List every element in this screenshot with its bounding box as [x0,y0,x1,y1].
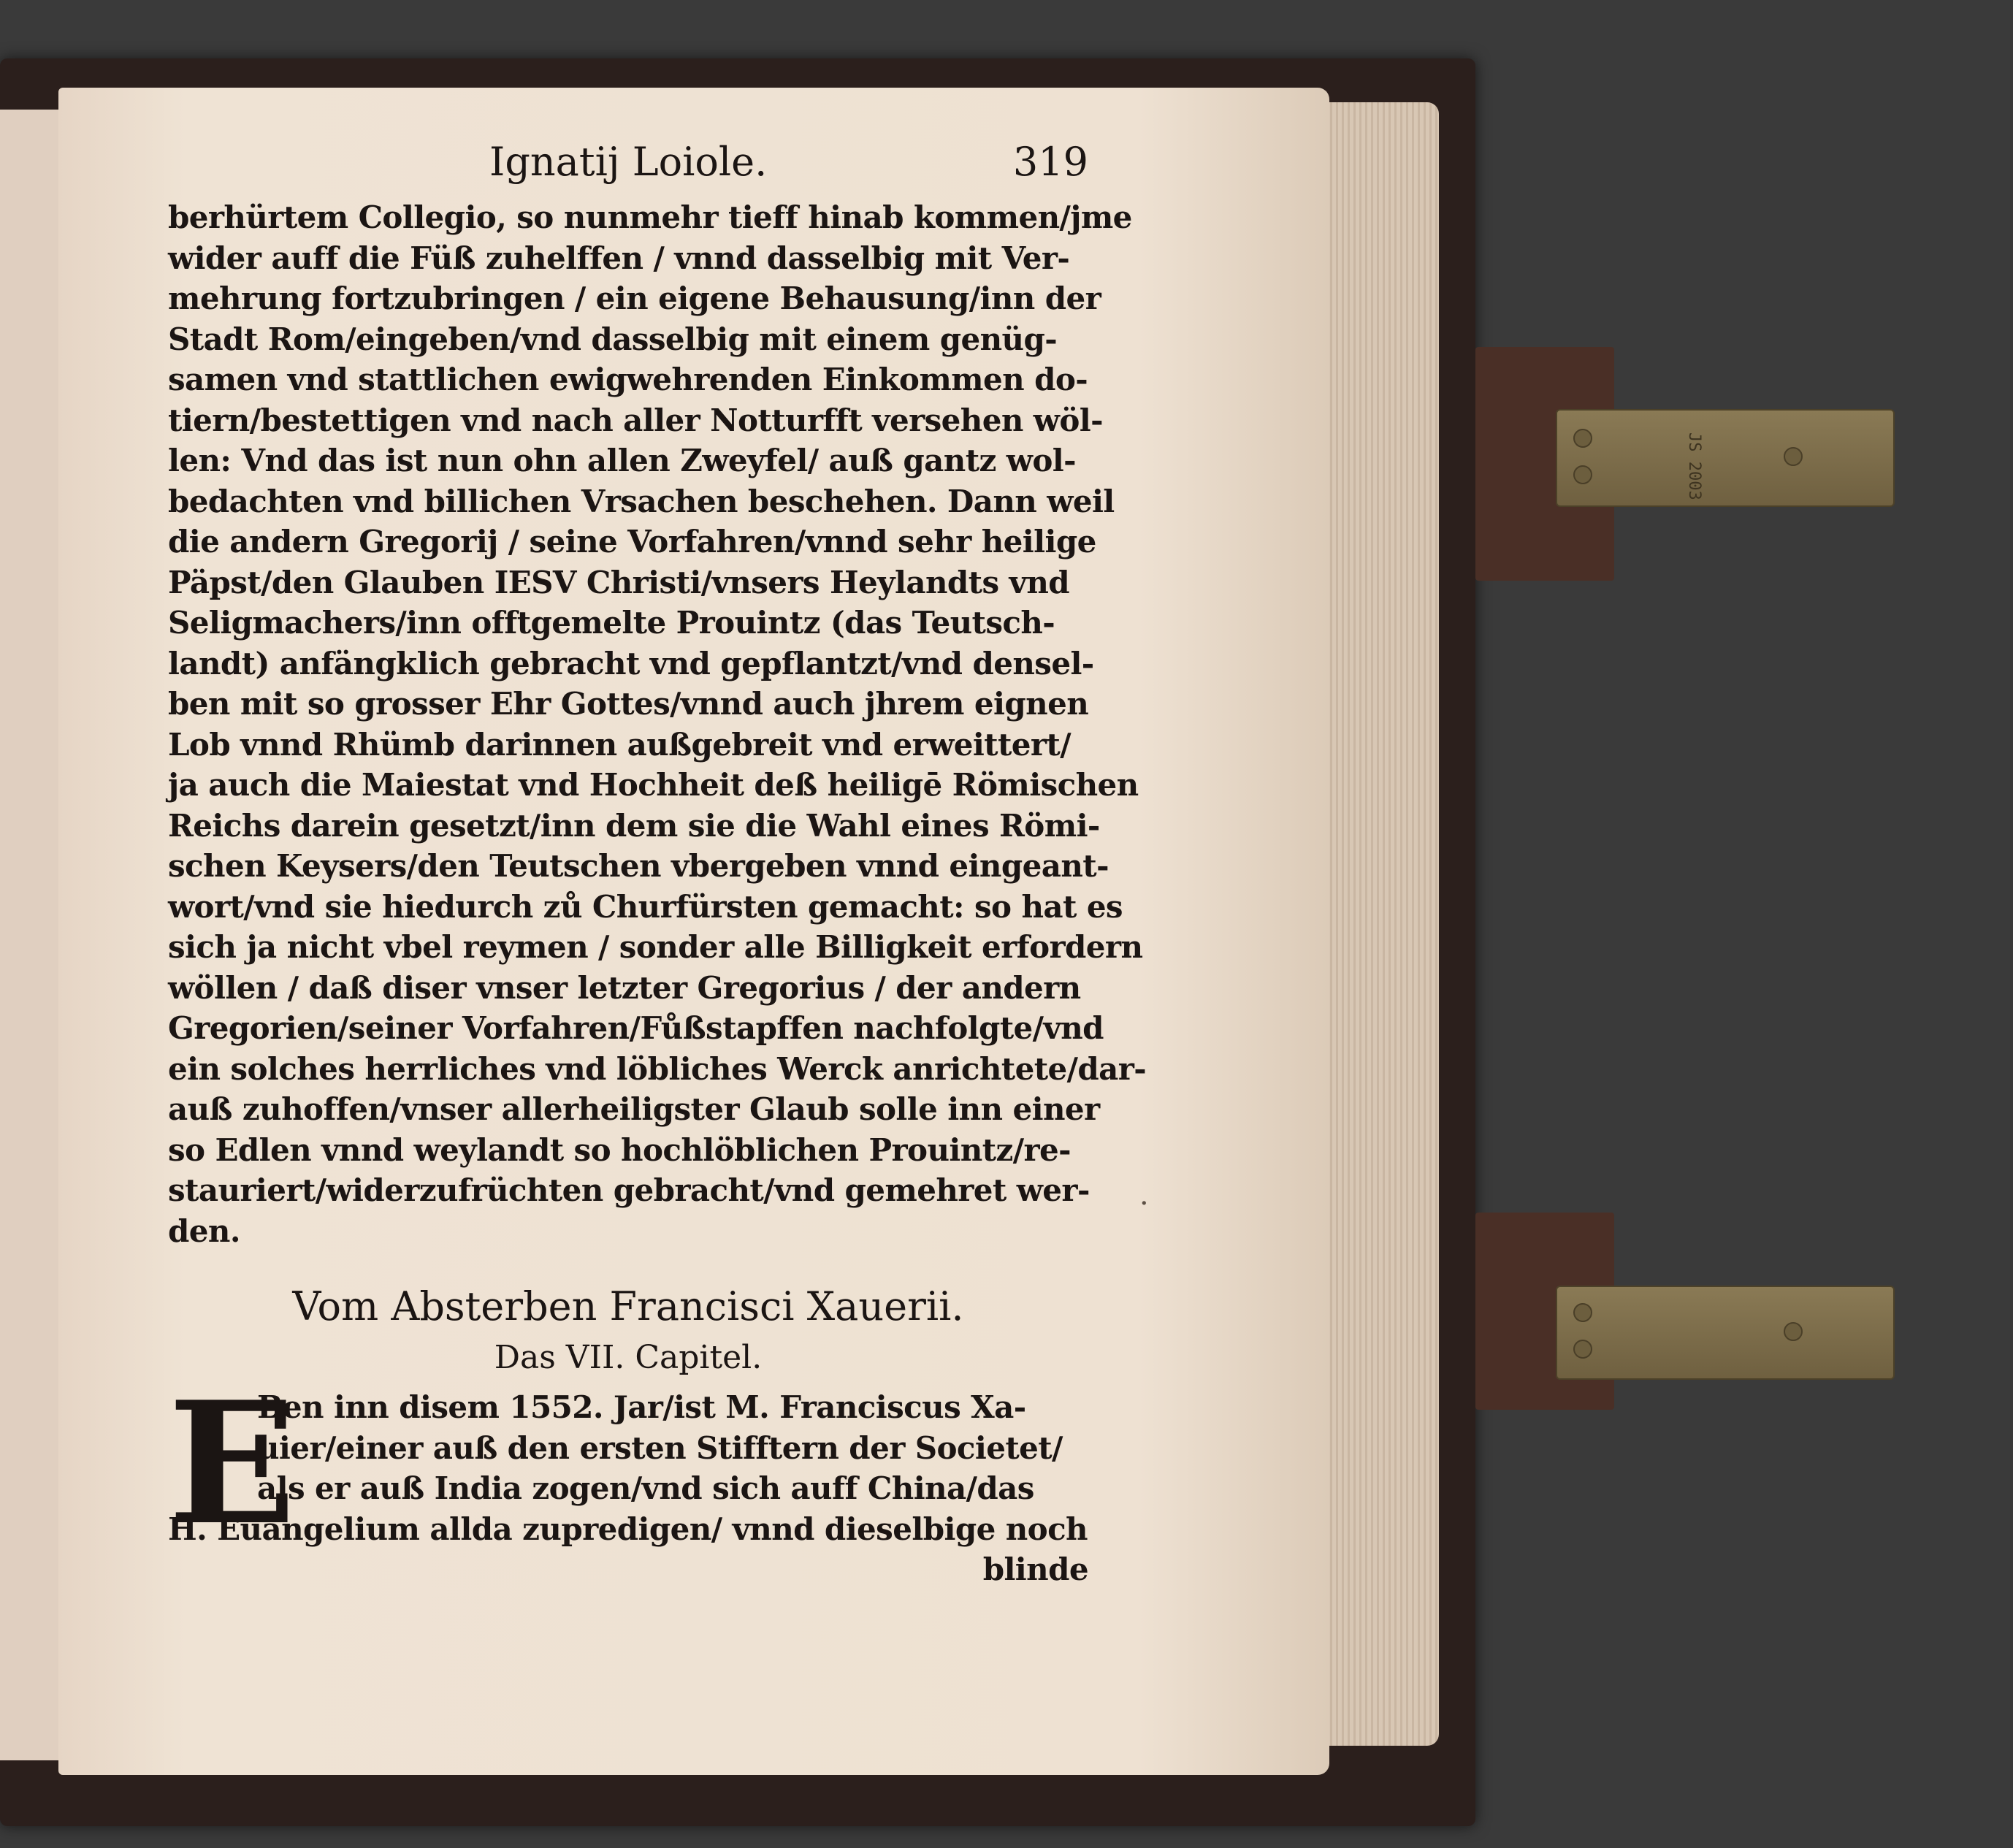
text-line: Gregorien/seiner Vorfahren/Fůßstapffen nachfolgte/vnd [168,1010,1104,1046]
page-block-edges [1315,102,1439,1746]
rivet-icon [1573,1303,1592,1322]
text-line: ein solches herrliches vnd löbliches Werck anrichtete/dar- [168,1050,1147,1087]
rivet-icon [1573,429,1592,448]
clasp-stamp: JS 2003 [1685,432,1703,500]
text-line: ja auch die Maiestat vnd Hochheit deß heiligē Römischen [168,767,1139,803]
text-line: sich ja nicht vbel reymen / sonder alle Billigkeit erfordern [168,929,1143,965]
chapter-opening [168,1365,1088,1590]
text-line: berhürtem Collegio, so nunmehr tieff hinab kommen/jme [168,199,1132,235]
text-line: uier/einer auß den ersten Stifftern der Societet/ [257,1429,1063,1466]
text-line: Päpst/den Glauben IESV Christi/vnsers Heylandts vnd [168,564,1070,600]
lower-clasp-plate [1556,1286,1895,1380]
text-line: auß zuhoffen/vnser allerheiligster Glaub solle inn einer [168,1091,1100,1127]
text-line: mehrung fortzubringen / ein eigene Behausung/inn der [168,280,1101,316]
text-line: bedachten vnd billichen Vrsachen beschehen. Dann weil [168,483,1115,519]
upper-clasp-plate [1556,409,1895,507]
text-line: Stadt Rom/eingeben/vnd dasselbig mit einem genüg- [168,321,1058,357]
text-line: landt) anfängklich gebracht vnd gepflantzt/vnd densel- [168,645,1094,681]
text-line: wöllen / daß diser vnser letzter Gregorius / der andern [168,969,1081,1006]
text-line: stauriert/widerzufrüchten gebracht/vnd gemehret wer- [168,1172,1090,1208]
chapter-subtitle: Das VII. Capitel. [494,1339,763,1376]
text-line: schen Keysers/den Teutschen vbergeben vnnd eingeant- [168,848,1109,884]
text-line: Ben inn disem 1552. Jar/ist M. Franciscus Xa- [257,1389,1026,1425]
text-line: ben mit so grosser Ehr Gottes/vnnd auch jhrem eignen [168,686,1089,722]
text-line: wort/vnd sie hiedurch zů Churfürsten gemacht: so hat es [168,888,1123,925]
rivet-icon [1784,1322,1803,1341]
text-line: Lob vnnd Rhümb darinnen außgebreit vnd erweittert/ [168,726,1071,763]
catchword: blinde [982,1551,1088,1587]
text-line: tiern/bestettigen vnd nach aller Notturfft versehen wöl- [168,402,1103,438]
text-line: als er auß India zogen/vnd sich auff China/das [257,1470,1034,1506]
page-number: 319 [1012,139,1088,185]
text-line: Reichs darein gesetzt/inn dem sie die Wahl eines Römi- [168,807,1100,844]
facing-page-edge [0,110,67,1760]
text-line: len: Vnd das ist nun ohn allen Zweyfel/ auß gantz wol- [168,443,1076,478]
running-title: Ignatij Loiole. [489,139,768,185]
margin-mark: · [1139,1187,1149,1221]
text-line: die andern Gregorij / seine Vorfahren/vnnd sehr heilige [168,524,1096,560]
decorated-initial: E [168,1365,297,1562]
text-line: so Edlen vnnd weylandt so hochlöblichen Prouintz/re- [168,1131,1071,1168]
text-line: samen vnd stattlichen ewigwehrenden Einkommen do- [168,362,1088,397]
body-text [168,197,1147,1251]
chapter-title: Vom Absterben Francisci Xauerii. [292,1283,964,1329]
rivet-icon [1573,1340,1592,1359]
rivet-icon [1784,447,1803,466]
page-text [168,139,1147,1590]
text-line: Seligmachers/inn offtgemelte Prouintz (das Teutsch- [168,605,1055,641]
text-line: wider auff die Füß zuhelffen / vnnd dasselbig mit Ver- [168,240,1070,276]
text-line: H. Euangelium allda zupredigen/ vnnd dieselbige noch [168,1511,1088,1547]
text-line: den. [168,1213,240,1249]
running-head [168,139,1088,197]
rivet-icon [1573,465,1592,484]
